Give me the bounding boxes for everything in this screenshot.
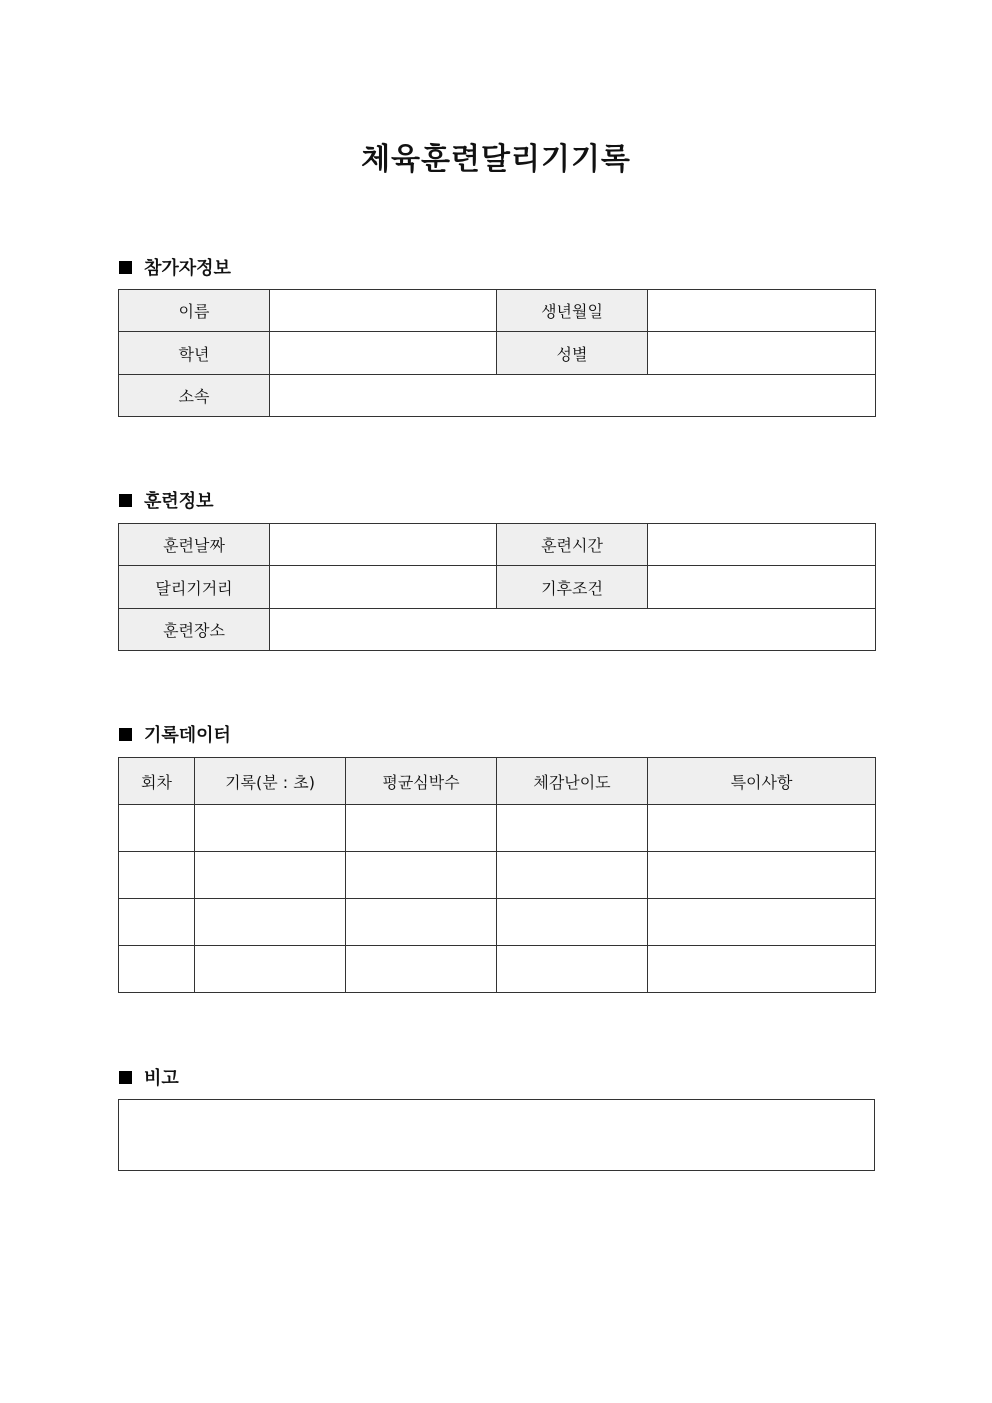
name-field[interactable] [270,290,497,332]
record-cell[interactable] [195,946,346,993]
section-title: 비고 [144,1068,179,1089]
column-header-round: 회차 [119,758,195,805]
section-title: 참가자정보 [144,258,231,279]
page-title: 체육훈련달리기기록 [361,142,631,177]
notes-cell[interactable] [648,899,876,946]
notes-cell[interactable] [648,946,876,993]
notes-cell[interactable] [648,852,876,899]
heart-rate-cell[interactable] [346,852,497,899]
section-heading-participant [119,254,231,280]
birth-field[interactable] [648,290,876,332]
heart-rate-cell[interactable] [346,805,497,852]
notes-cell[interactable] [648,805,876,852]
square-bullet-icon [119,494,132,507]
round-cell[interactable] [119,805,195,852]
difficulty-cell[interactable] [497,805,648,852]
grade-field[interactable] [270,332,497,375]
difficulty-cell[interactable] [497,852,648,899]
section-title: 훈련정보 [144,491,214,512]
distance-field[interactable] [270,566,497,609]
distance-label: 달리기거리 [119,566,270,609]
table-row [119,805,876,852]
square-bullet-icon [119,261,132,274]
round-cell[interactable] [119,899,195,946]
square-bullet-icon [119,1071,132,1084]
grade-label: 학년 [119,332,270,375]
gender-label: 성별 [497,332,648,375]
square-bullet-icon [119,728,132,741]
column-header-notes: 특이사항 [648,758,876,805]
place-label: 훈련장소 [119,609,270,651]
place-field[interactable] [270,609,876,651]
column-header-heart-rate: 평균심박수 [346,758,497,805]
date-label: 훈련날짜 [119,524,270,566]
records-table [118,757,876,993]
training-table [118,523,876,651]
record-cell[interactable] [195,852,346,899]
remarks-field[interactable] [118,1099,875,1171]
section-heading-training [119,487,214,513]
difficulty-cell[interactable] [497,946,648,993]
heart-rate-cell[interactable] [346,946,497,993]
weather-field[interactable] [648,566,876,609]
record-cell[interactable] [195,805,346,852]
gender-field[interactable] [648,332,876,375]
round-cell[interactable] [119,852,195,899]
name-label: 이름 [119,290,270,332]
weather-label: 기후조건 [497,566,648,609]
section-heading-records [119,721,231,747]
record-cell[interactable] [195,899,346,946]
affiliation-field[interactable] [270,375,876,417]
table-row [119,899,876,946]
affiliation-label: 소속 [119,375,270,417]
column-header-difficulty: 체감난이도 [497,758,648,805]
table-row [119,852,876,899]
date-field[interactable] [270,524,497,566]
table-row [119,946,876,993]
section-title: 기록데이터 [144,725,231,746]
time-label: 훈련시간 [497,524,648,566]
heart-rate-cell[interactable] [346,899,497,946]
round-cell[interactable] [119,946,195,993]
section-heading-remarks [119,1064,179,1090]
column-header-record: 기록(분 : 초) [195,758,346,805]
time-field[interactable] [648,524,876,566]
participant-table [118,289,876,417]
difficulty-cell[interactable] [497,899,648,946]
birth-label: 생년월일 [497,290,648,332]
